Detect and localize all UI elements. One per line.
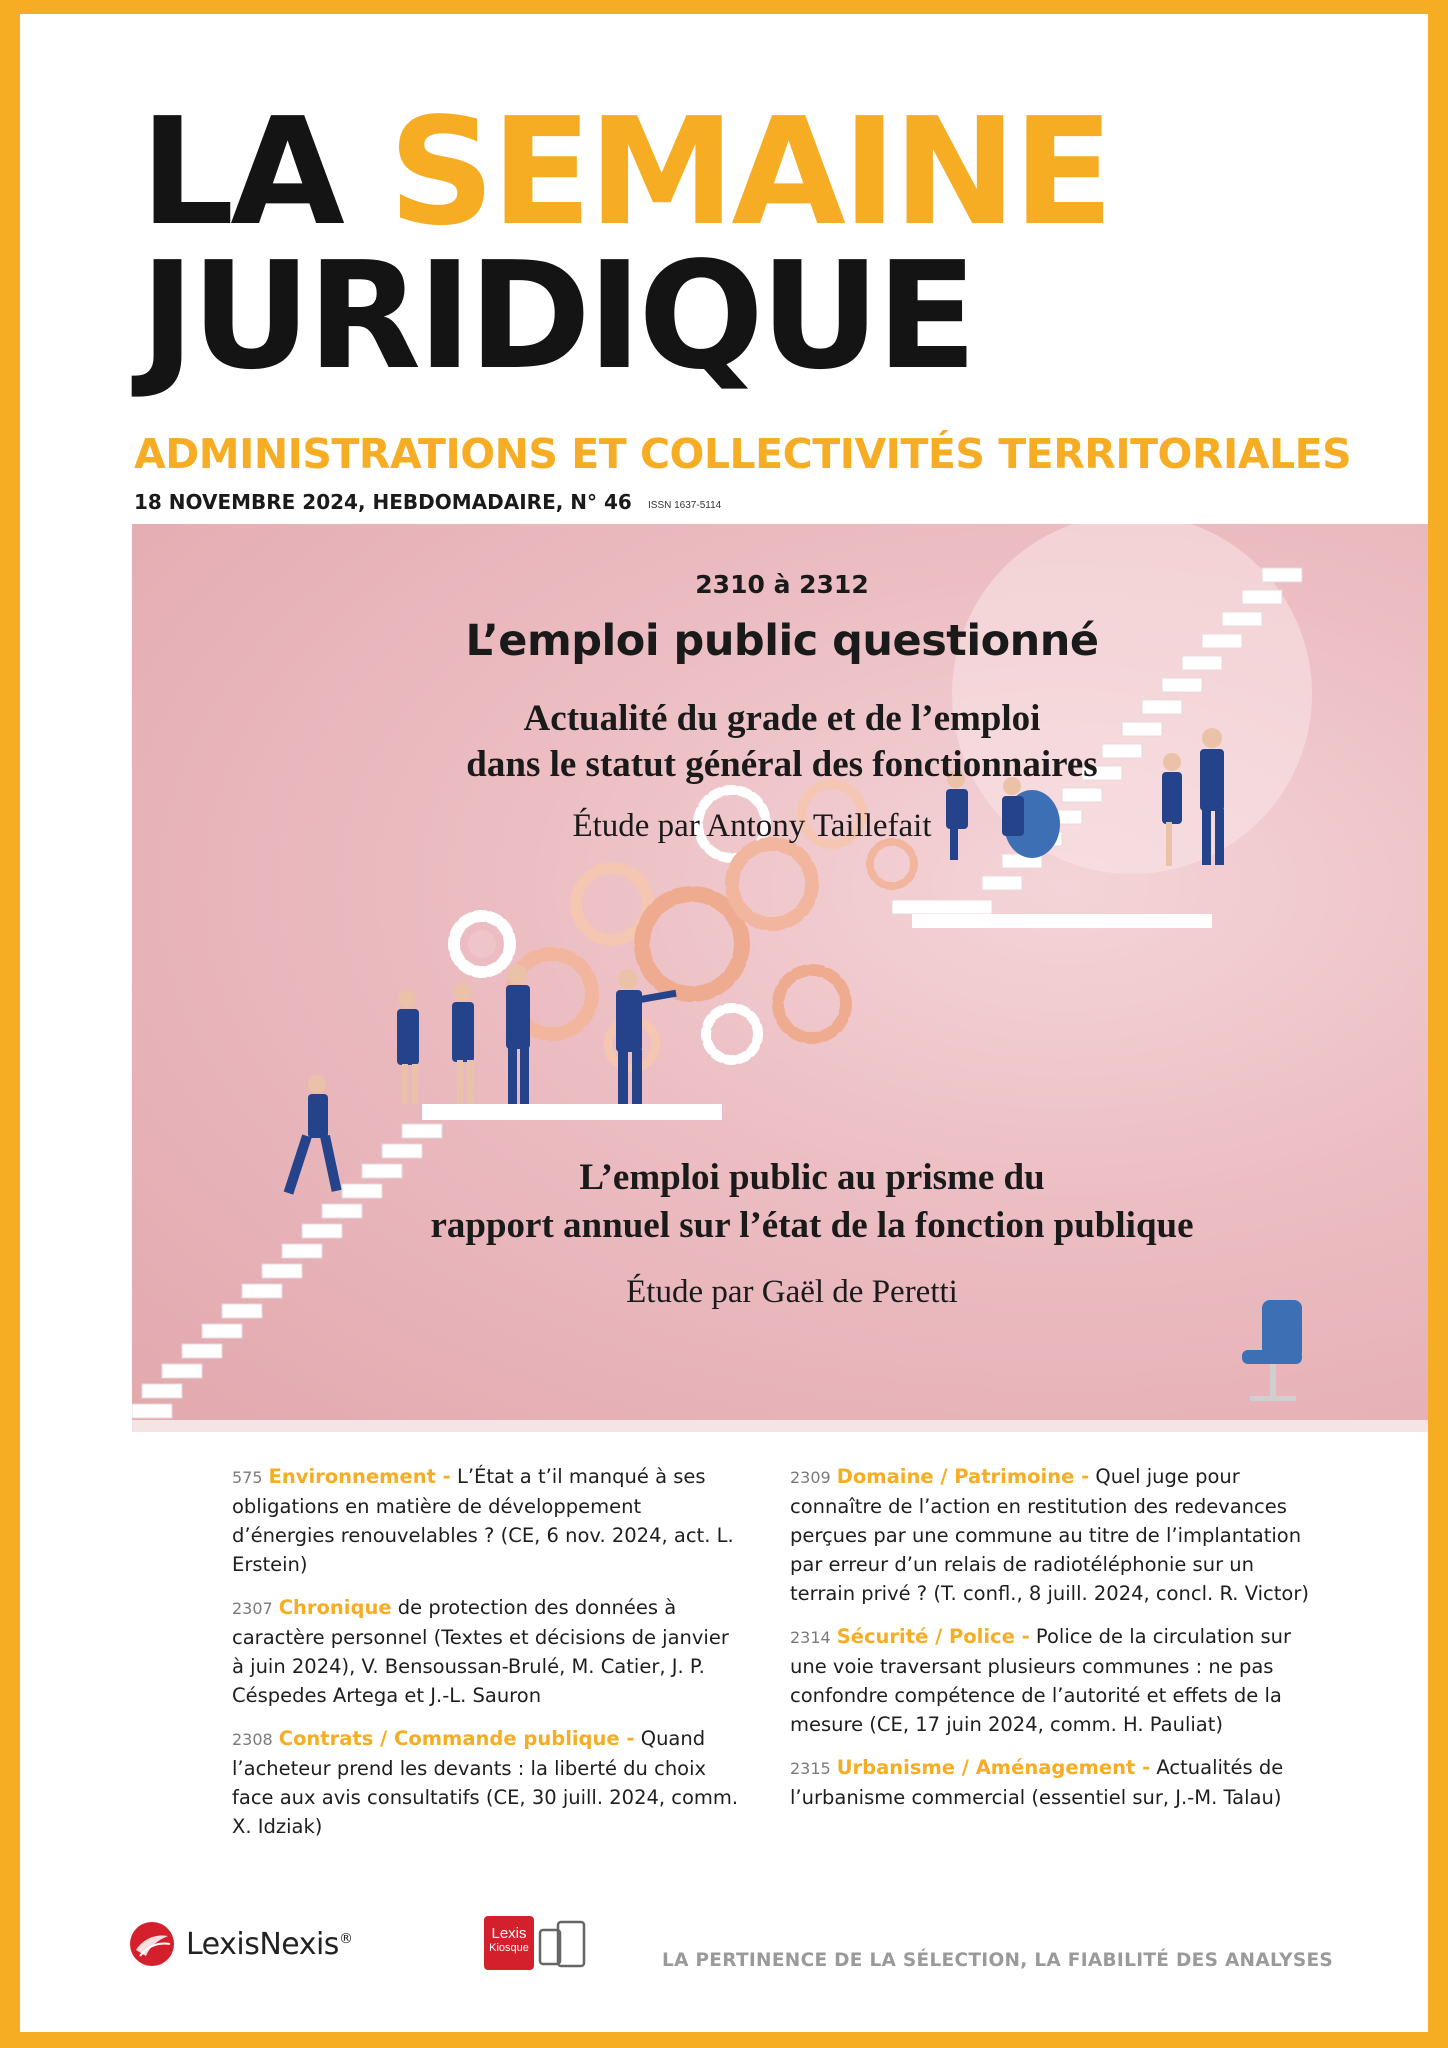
cover-refs: 2310 à 2312 xyxy=(695,570,869,599)
summary-column-left xyxy=(232,1462,744,1855)
item-number: 2309 xyxy=(790,1468,831,1487)
issue-date: 18 NOVEMBRE 2024, HEBDOMADAIRE, N° 46 xyxy=(134,490,632,514)
kiosque-line2: Kiosque xyxy=(489,1942,529,1954)
masthead-juridique: JURIDIQUE xyxy=(140,230,974,402)
cover-illustration xyxy=(132,524,1428,1432)
summary-item xyxy=(790,1462,1310,1608)
tagline: LA PERTINENCE DE LA SÉLECTION, LA FIABILITÉ DES ANALYSES xyxy=(662,1950,1334,1971)
masthead-semaine: SEMAINE xyxy=(388,86,1110,258)
item-text: Quand l’acheteur prend les devants : la liberté du choix face aux avis consultatifs (CE, 30 juill. 2024, comm. X. Idziak) xyxy=(232,1727,739,1838)
publisher-mark: ® xyxy=(338,1930,353,1947)
item-category: Chronique xyxy=(278,1596,392,1619)
office-chair xyxy=(1242,1300,1302,1401)
item-category: Environnement - xyxy=(268,1465,451,1488)
study2-line1: L’emploi public au prisme du xyxy=(579,1157,1045,1198)
study1-author: Étude par Antony Taillefait xyxy=(572,808,932,844)
study2-author: Étude par Gaël de Peretti xyxy=(626,1274,958,1310)
summary-item xyxy=(790,1753,1310,1812)
summary-item xyxy=(232,1593,744,1710)
item-text: de protection des données à caractère personnel (Textes et décisions de janvier à juin 2024), V. Bensoussan-Brulé, M. Catier, J. P. Céspedes Artega et J.-L. Sauron xyxy=(232,1596,729,1707)
devices-icon xyxy=(538,1920,588,1968)
study1-line1: Actualité du grade et de l’emploi xyxy=(523,698,1041,739)
edition-title: ADMINISTRATIONS ET COLLECTIVITÉS TERRITORIALES xyxy=(134,430,1352,478)
item-number: 2315 xyxy=(790,1759,831,1778)
item-category: Contrats / Commande publique - xyxy=(278,1727,635,1750)
item-category: Domaine / Patrimoine - xyxy=(836,1465,1090,1488)
summary-item xyxy=(232,1724,744,1841)
publisher-name xyxy=(186,1927,352,1962)
lexisnexis-logo xyxy=(128,1920,352,1968)
kiosque-line1: Lexis xyxy=(491,1925,527,1942)
study1-line2: dans le statut général des fonctionnaires xyxy=(466,744,1098,785)
item-text: Actualités de l’urbanisme commercial (essentiel sur, J.-M. Talau) xyxy=(790,1756,1284,1809)
item-number: 2307 xyxy=(232,1599,273,1618)
issn: ISSN 1637-5114 xyxy=(648,500,722,511)
middle-landing xyxy=(422,1104,722,1120)
item-category: Sécurité / Police - xyxy=(836,1625,1030,1648)
study2-line2: rapport annuel sur l’état de la fonction publique xyxy=(430,1205,1194,1246)
masthead-line1 xyxy=(140,86,1110,258)
study1-title xyxy=(282,696,1282,788)
cover-title: L’emploi public questionné xyxy=(465,616,1099,666)
publisher-label: LexisNexis xyxy=(186,1926,339,1962)
kiosque-logo xyxy=(484,1916,534,1970)
item-category: Urbanisme / Aménagement - xyxy=(836,1756,1151,1779)
item-text: Police de la circulation sur une voie traversant plusieurs communes : ne pas confondre compétence de l’autorité et effets de la mesure (CE, 17 juin 2024, comm. H. Pauliat) xyxy=(790,1625,1292,1736)
summary-column-right xyxy=(790,1462,1310,1826)
item-text: L’État a t’il manqué à ses obligations en matière de développement d’énergies renouvelables ? (CE, 6 nov. 2024, act. L. Erstein) xyxy=(232,1465,734,1576)
masthead xyxy=(140,86,1110,402)
summary-item xyxy=(232,1462,744,1579)
study2-title xyxy=(262,1154,1362,1250)
summary-item xyxy=(790,1622,1310,1739)
item-number: 2314 xyxy=(790,1628,831,1647)
masthead-la: LA xyxy=(140,86,341,258)
lexisnexis-bird-icon xyxy=(128,1920,176,1968)
item-number: 2308 xyxy=(232,1730,273,1749)
upper-landing xyxy=(912,914,1212,928)
item-text: Quel juge pour connaître de l’action en restitution des redevances perçues par une commune au titre de l’implantation par erreur d’un relais de radiotéléphonie sur un terrain privé ? (T. confl., 8 juill. 2024, concl. R. Victor) xyxy=(790,1465,1309,1605)
item-number: 575 xyxy=(232,1468,263,1487)
